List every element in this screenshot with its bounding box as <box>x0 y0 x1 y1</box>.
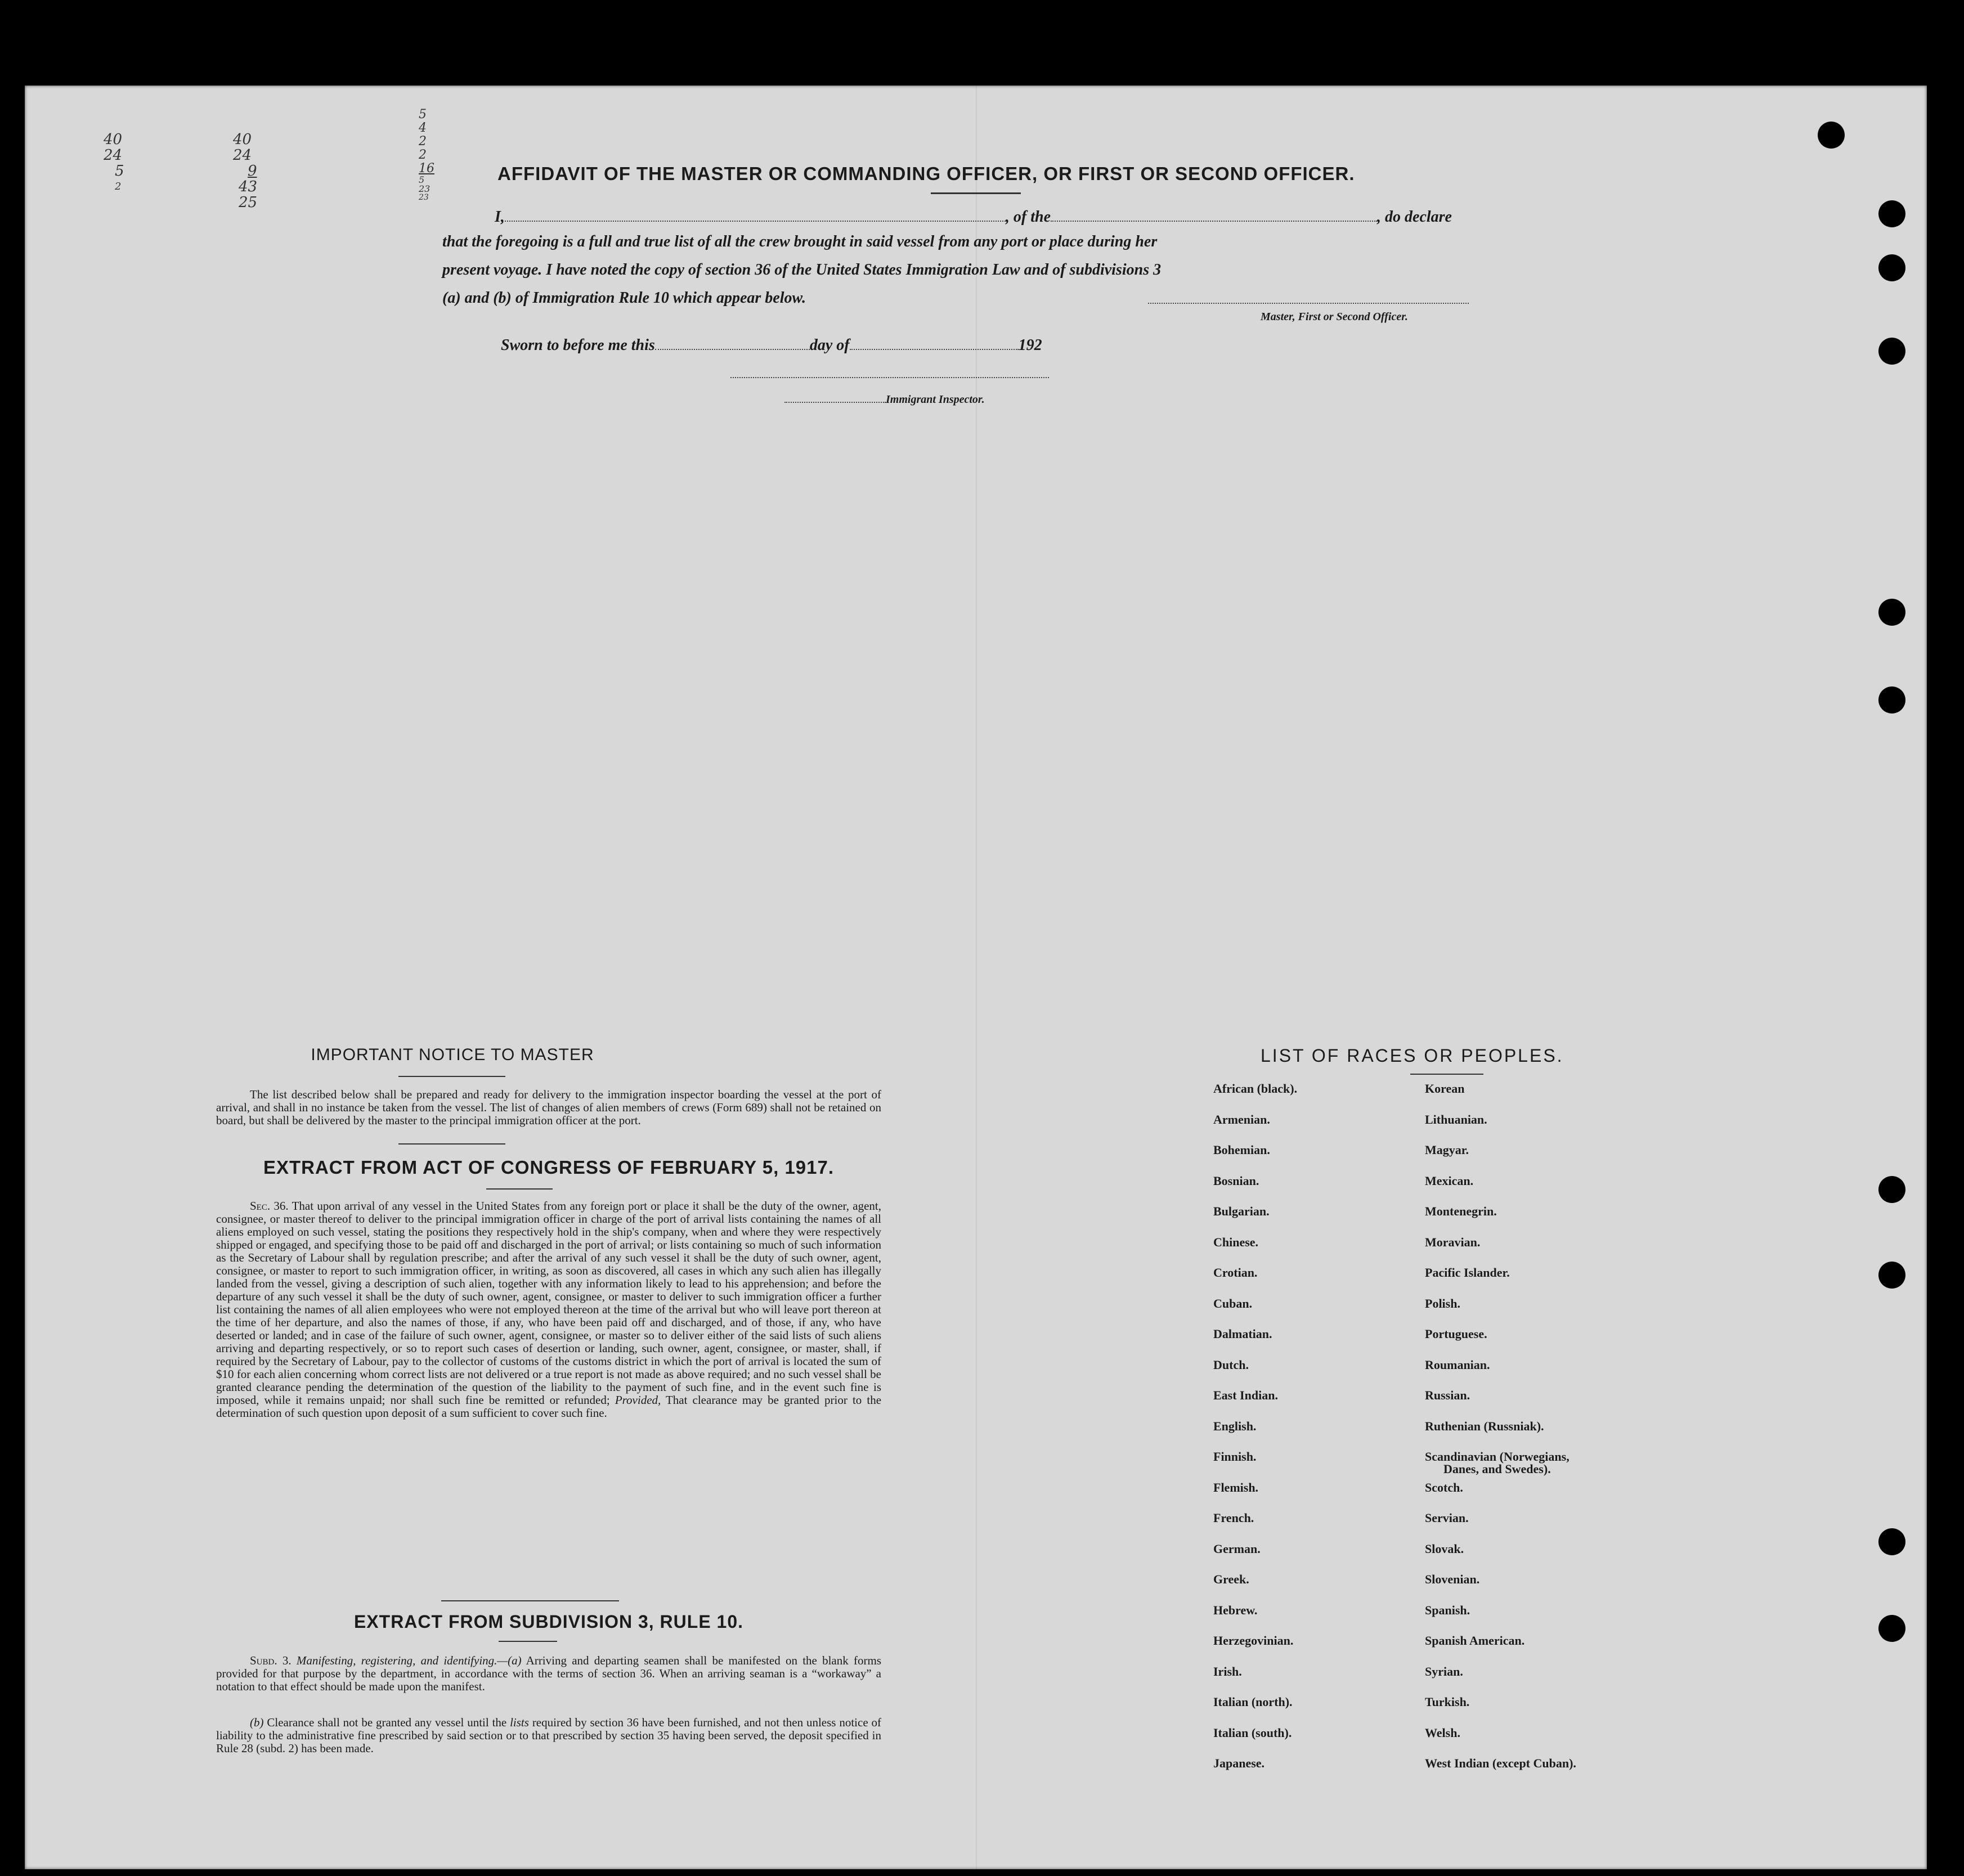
subd-b-text: Clearance shall not be granted any vessel until the <box>267 1716 507 1729</box>
extract-act-rule <box>486 1188 553 1190</box>
race-item: Finnish. <box>1213 1449 1257 1464</box>
tally-number: 2 <box>419 148 427 162</box>
race-item: West Indian (except Cuban). <box>1425 1756 1576 1770</box>
race-item: German. <box>1213 1541 1261 1556</box>
race-item: Greek. <box>1213 1572 1249 1586</box>
race-item: Spanish. <box>1425 1603 1470 1617</box>
extract-rule-title: EXTRACT FROM SUBDIVISION 3, RULE 10. <box>353 1612 744 1632</box>
races-title: LIST OF RACES OR PEOPLES. <box>1261 1045 1564 1066</box>
race-item: Servian. <box>1425 1511 1469 1525</box>
notice-body: The list described below shall be prepared and ready for delivery to the immigration inspector boarding the vessel at the port of arrival, and shall in no instance be taken from the vessel. The list of changes of alien members of crews (Form 689) shall not be retained on board, but shall be delivered by the master to the principal immigration officer at the port. <box>216 1088 881 1127</box>
sworn-label: Sworn to before me this <box>501 336 655 354</box>
race-item: Scandinavian (Norwegians, Danes, and Swedes). <box>1425 1449 1570 1476</box>
name-blank[interactable] <box>505 205 1006 222</box>
race-item: French. <box>1213 1511 1254 1525</box>
extract-rule-b <box>216 1716 881 1755</box>
vessel-blank[interactable] <box>1051 205 1377 222</box>
punch-hole <box>1818 122 1845 149</box>
race-item: Slovenian. <box>1425 1572 1480 1586</box>
race-item: Dalmatian. <box>1213 1327 1272 1341</box>
notice-rule <box>398 1076 505 1077</box>
section-36-proviso: That clearance may be granted prior to the determination of such question upon deposit of a sum sufficient to cover such fine. <box>216 1393 882 1420</box>
extract-act-rule-2 <box>441 1600 619 1601</box>
section-36-text: That upon arrival of any vessel in the United States from any foreign port or place it shall be the duty of the owner, agent, consignee, or master thereof to deliver to the principal immigration officer in charge of the port of arrival lists containing the names of all aliens employed on such vessel, stating the positions they respectively hold in the ship's company, when and where they were respectively shipped or engaged, and specifying those to be paid off and discharged in the port of arrival; or lists containing so much of such information as the Secretary of Labour shall by regulation prescribe; and after the arrival of any such vessel it shall be the duty of such owner, agent, consignee, or master to report to such immigration officer, in writing, as soon as discovered, all cases in which any such alien has illegally landed from the vessel, giving a description of such alien, together with any information likely to lead to his apprehension; and before the departure of any such vessel it shall be the duty of such owner, agent, consignee, or master to deliver to such immigration officer a further list containing the names of all alien employees who were not employed thereon at the time of the arrival but who will leave port thereon at the time of her departure, and also the names of those, if any, who have been paid off and discharged, and of those, if any, who have deserted or landed; and in case of the failure of such owner, agent, consignee, or master so to deliver either of the said lists of such aliens arriving and departing respectively, or so to report such cases of desertion or landing, such owner, agent, consignee, or master, shall, if required by the Secretary of Labour, pay to the collector of customs of the customs district in which the port of arrival is located the sum of $10 for each alien concerning whom correct lists are not delivered or a true report is not made as above required; and no such vessel shall be granted clearance pending the determination of the question of the liability to the payment of such fine, and in the event such fine is imposed, while it remains unpaid; nor shall such fine be remitted or refunded; <box>216 1199 881 1407</box>
race-item: Bohemian. <box>1213 1143 1270 1157</box>
race-item: African (black). <box>1213 1081 1298 1096</box>
race-item: Turkish. <box>1425 1695 1470 1709</box>
punch-hole <box>1878 254 1905 281</box>
inspector-signature-line[interactable] <box>730 376 1049 378</box>
race-item: Cuban. <box>1213 1296 1253 1310</box>
punch-hole <box>1878 686 1905 713</box>
tally-number: 4 <box>419 121 427 135</box>
affidavit-line-3: present voyage. I have noted the copy of section 36 of the United States Immigration Law and of subdivisions 3 <box>442 261 1162 279</box>
race-item: Russian. <box>1425 1388 1470 1402</box>
notice-title: IMPORTANT NOTICE TO MASTER <box>311 1045 594 1064</box>
tally-number: 5 <box>419 174 425 185</box>
race-item: Roumanian. <box>1425 1357 1490 1372</box>
subd-a-text: Arriving and departing seamen shall be manifested on the blank forms provided for that purpose by the department, in accordance with the terms of section 36. When an arriving seaman is a “workaway” a notation to that effect should be made upon the manifest. <box>216 1654 881 1693</box>
race-item: Ruthenian (Russniak). <box>1425 1419 1544 1433</box>
punch-hole <box>1878 1262 1905 1289</box>
subd-b-text-2: required by section 36 have been furnished, and not then unless notice of liability to the administrative fine prescribed by said section or to that prescribed by section 35 having been served, the deposit specified in Rule 28 (subd. 2) has been made. <box>216 1716 881 1755</box>
tally-number: 16 <box>419 161 434 176</box>
tally-number: 40 <box>233 131 252 148</box>
year-label: 192 <box>1018 336 1042 354</box>
subd-heading: Manifesting, registering, and identifying.—(a) <box>296 1654 522 1667</box>
race-item: Hebrew. <box>1213 1603 1258 1617</box>
tally-number: 5 <box>419 107 427 122</box>
race-item: Portuguese. <box>1425 1327 1487 1341</box>
affidavit-line-1 <box>495 205 1452 226</box>
race-item: Dutch. <box>1213 1357 1249 1372</box>
tally-number: 25 <box>239 194 258 211</box>
day-of-label: day of <box>809 336 850 354</box>
handwritten-tally-3 <box>419 108 452 201</box>
subd-b-lists: lists <box>510 1716 529 1729</box>
race-item: Scotch. <box>1425 1480 1463 1494</box>
race-item: Welsh. <box>1425 1725 1460 1740</box>
punch-hole <box>1878 200 1905 227</box>
document-page <box>25 86 1927 1869</box>
race-item: Armenian. <box>1213 1112 1270 1127</box>
subd-label: Subd. 3. <box>250 1654 292 1667</box>
master-signature-label: Master, First or Second Officer. <box>1261 311 1408 323</box>
race-item: East Indian. <box>1213 1388 1278 1402</box>
provided-label: Provided, <box>615 1393 661 1407</box>
race-item: Bulgarian. <box>1213 1204 1270 1218</box>
race-item: English. <box>1213 1419 1257 1433</box>
tally-number: 24 <box>104 147 123 164</box>
race-item: Spanish American. <box>1425 1633 1525 1648</box>
affidavit-declare-label: , do declare <box>1377 208 1452 226</box>
tally-number: 23 <box>419 183 431 194</box>
punch-hole <box>1878 1176 1905 1203</box>
race-item: Moravian. <box>1425 1235 1481 1249</box>
race-item: Polish. <box>1425 1296 1460 1310</box>
punch-hole <box>1878 1615 1905 1642</box>
race-item: Flemish. <box>1213 1480 1259 1494</box>
affidavit-line-4: (a) and (b) of Immigration Rule 10 which appear below. <box>442 289 806 307</box>
affidavit-i-label: I, <box>495 208 505 226</box>
tally-number: 5 <box>115 163 124 179</box>
extract-act-title: EXTRACT FROM ACT OF CONGRESS OF FEBRUARY 5, 1917. <box>263 1157 835 1178</box>
extract-act-body <box>216 1200 881 1420</box>
tally-number: 2 <box>115 181 122 192</box>
section-label: Sec. 36. <box>250 1199 289 1213</box>
notice-rule-2 <box>398 1143 505 1145</box>
race-item: Montenegrin. <box>1425 1204 1497 1218</box>
tally-number: 40 <box>104 131 123 148</box>
race-item: Irish. <box>1213 1664 1242 1678</box>
affidavit-title: AFFIDAVIT OF THE MASTER OR COMMANDING OFFICER, OR FIRST OR SECOND OFFICER. <box>497 163 1355 184</box>
race-item: Syrian. <box>1425 1664 1463 1678</box>
race-item: Mexican. <box>1425 1173 1474 1188</box>
punch-hole <box>1878 338 1905 365</box>
tally-number: 43 <box>239 178 258 195</box>
tally-number: 2 <box>419 134 427 149</box>
tally-number: 24 <box>233 147 252 164</box>
race-item: Italian (north). <box>1213 1695 1293 1709</box>
master-signature-line[interactable] <box>1148 302 1469 304</box>
punch-hole <box>1878 599 1905 626</box>
race-item: Slovak. <box>1425 1541 1464 1556</box>
extract-rule-rule <box>499 1641 557 1642</box>
race-item: Crotian. <box>1213 1265 1258 1280</box>
sworn-day-blank[interactable] <box>655 333 810 350</box>
races-rule <box>1410 1074 1483 1075</box>
race-item: Italian (south). <box>1213 1725 1292 1740</box>
race-item: Chinese. <box>1213 1235 1259 1249</box>
tally-number: 9 <box>248 163 257 179</box>
subd-b-label: (b) <box>250 1716 264 1729</box>
race-item: Bosnian. <box>1213 1173 1259 1188</box>
affidavit-line-2: that the foregoing is a full and true list of all the crew brought in said vessel from any port or place during her <box>442 233 1158 250</box>
handwritten-tally-1 <box>104 132 137 195</box>
race-item: Pacific Islander. <box>1425 1265 1510 1280</box>
affidavit-of-the-label: , of the <box>1005 208 1051 226</box>
extract-rule-a <box>216 1654 881 1693</box>
inspector-label: Immigrant Inspector. <box>886 393 985 406</box>
sworn-line <box>501 333 1042 354</box>
tally-number: 23 <box>419 193 429 202</box>
inspector-signature-label <box>784 391 985 406</box>
race-item: Lithuanian. <box>1425 1112 1487 1127</box>
inspector-name-blank[interactable] <box>784 391 886 403</box>
title-flourish <box>931 192 1021 194</box>
race-item: Herzegovinian. <box>1213 1633 1294 1648</box>
race-item: Japanese. <box>1213 1756 1265 1770</box>
race-item: Magyar. <box>1425 1143 1469 1157</box>
punch-hole <box>1878 1528 1905 1555</box>
race-item: Korean <box>1425 1081 1465 1096</box>
handwritten-tally-2 <box>233 132 272 210</box>
sworn-month-blank[interactable] <box>850 333 1019 350</box>
